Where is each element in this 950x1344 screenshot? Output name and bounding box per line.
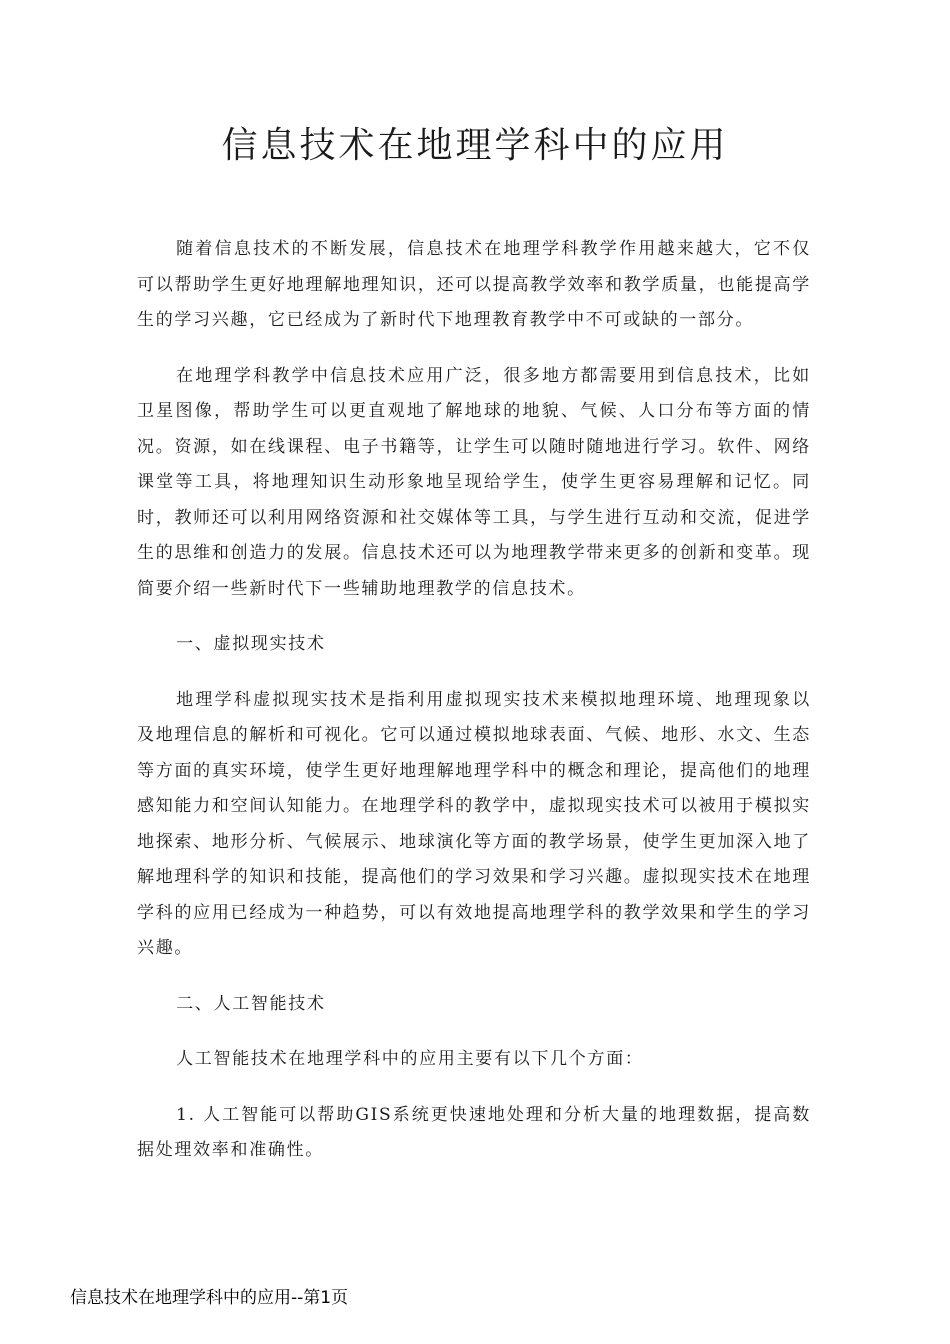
paragraph-intro: 随着信息技术的不断发展，信息技术在地理学科教学作用越来越大，它不仅可以帮助学生更好地理解地理知识，还可以提高教学效率和教学质量，也能提高学生的学习兴趣，它已经成为了新时代下地理教育教学中不可或缺的一部分。: [137, 239, 811, 330]
paragraph-applications: 在地理学科教学中信息技术应用广泛，很多地方都需要用到信息技术，比如卫星图像，帮助学生可以更直观地了解地球的地貌、气候、人口分布等方面的情况。资源，如在线课程、电子书籍等，让学生可以随时随地进行学习。软件、网络课堂等工具，将地理知识生动形象地呈现给学生，使学生更容易理解和记忆。同时，教师还可以利用网络资源和社交媒体等工具，与学生进行互动和交流，促进学生的思维和创造力的发展。信息技术还可以为地理教学带来更多的创新和变革。现简要介绍一些新时代下一些辅助地理教学的信息技术。: [137, 365, 811, 599]
paragraph-ai-intro: 人工智能技术在地理学科中的应用主要有以下几个方面：: [176, 1049, 644, 1069]
paragraph-ai-point-1: 1. 人工智能可以帮助GIS系统更快速地处理和分析大量的地理数据，提高数据处理效率和准确性。: [137, 1104, 811, 1160]
page-footer: 信息技术在地理学科中的应用--第1页: [70, 1288, 349, 1308]
section-heading-ai: 二、人工智能技术: [176, 993, 326, 1014]
paragraph-vr: 地理学科虚拟现实技术是指利用虚拟现实技术来模拟地理环境、地理现象以及地理信息的解析和可视化。它可以通过模拟地球表面、气候、地形、水文、生态等方面的真实环境，使学生更好地理解地理学科中的概念和理论，提高他们的地理感知能力和空间认知能力。在地理学科的教学中，虚拟现实技术可以被用于模拟实地探索、地形分析、气候展示、地球演化等方面的教学场景，使学生更加深入地了解地理科学的知识和技能，提高他们的学习效果和学习兴趣。虚拟现实技术在地理学科的应用已经成为一种趋势，可以有效地提高地理学科的教学效果和学生的学习兴趣。: [137, 689, 811, 958]
section-heading-vr: 一、虚拟现实技术: [176, 634, 326, 654]
document-title: 信息技术在地理学科中的应用: [221, 125, 729, 166]
document-body: [137, 232, 811, 1189]
